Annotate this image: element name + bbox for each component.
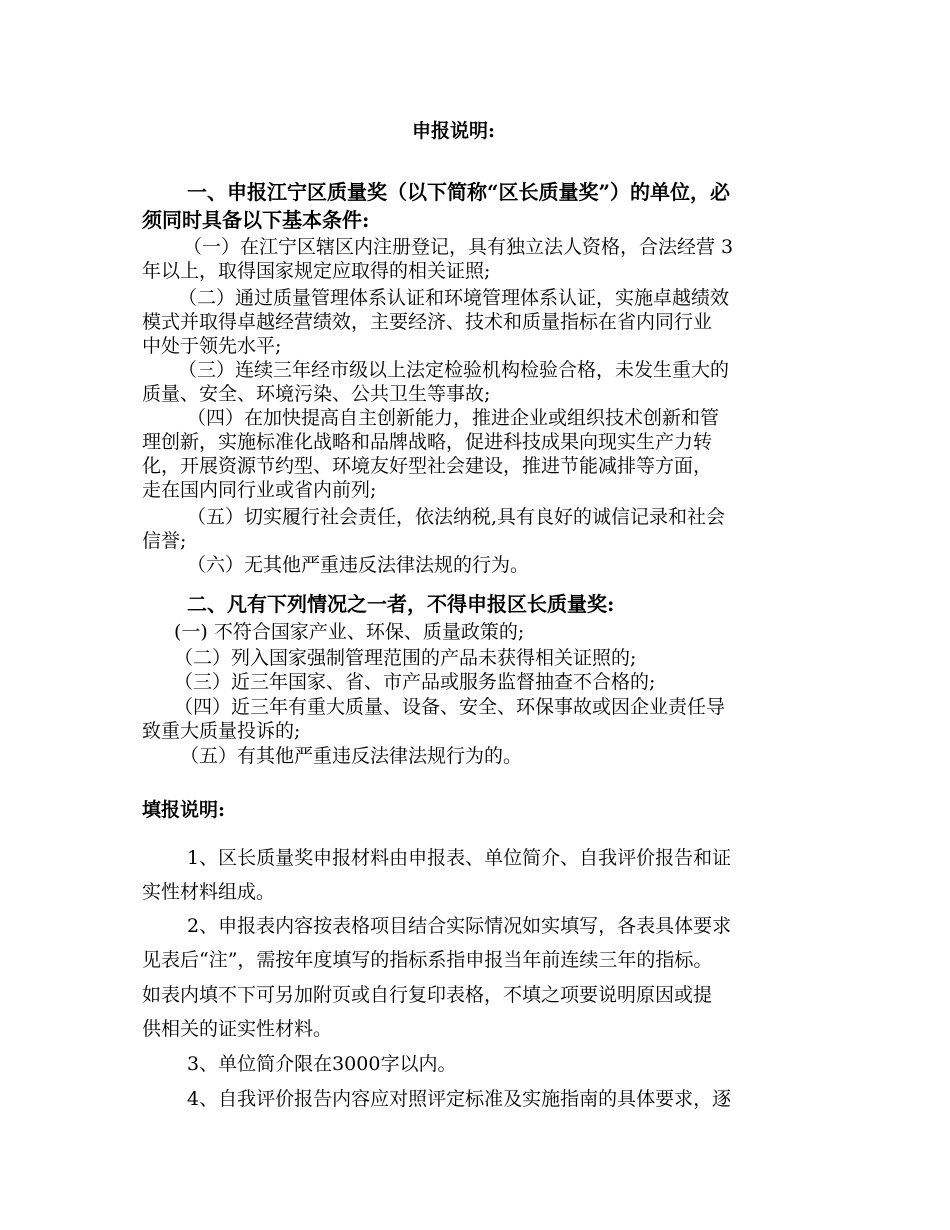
condition-3: （三）连续三年经市级以上法定检验机构检验合格，未发生重大的 (178, 359, 730, 381)
exclusion-3: （三）近三年国家、省、市产品或服务监督抽查不合格的; (174, 671, 656, 693)
condition-3-cont: 质量、安全、环境污染、公共卫生等事故; (142, 383, 491, 405)
fill-item-1: 1、区长质量奖申报材料由申报表、单位简介、自我评价报告和证 (187, 847, 732, 869)
condition-6: （六）无其他严重违反法律法规的行为。 (187, 554, 530, 576)
page-title: 申报说明: (412, 120, 496, 142)
exclusion-1: (一) 不符合国家产业、环保、质量政策的; (174, 621, 525, 643)
condition-5: （五）切实履行社会责任，依法纳税,具有良好的诚信记录和社会 (187, 506, 726, 528)
fill-item-1-cont: 实性材料组成。 (142, 881, 276, 903)
fill-item-2-cont: 见表后“注”，需按年度填写的指标系指申报当年前连续三年的指标。 (142, 949, 713, 971)
condition-4: （四）在加快提高自主创新能力，推进企业或组织技术创新和管 (187, 407, 720, 429)
fill-item-2-cont3: 供相关的证实性材料。 (142, 1018, 333, 1040)
condition-4-cont2: 化，开展资源节约型、环境友好型社会建设，推进节能减排等方面， (142, 455, 713, 477)
fill-item-2-cont2: 如表内填不下可另加附页或自行复印表格，不填之项要说明原因或提 (142, 984, 713, 1006)
exclusion-2: （二）列入国家强制管理范围的产品未获得相关证照的; (174, 647, 637, 669)
exclusion-4: （四）近三年有重大质量、设备、安全、环保事故或因企业责任导 (174, 696, 726, 718)
fill-item-4: 4、自我评价报告内容应对照评定标准及实施指南的具体要求，逐 (187, 1088, 732, 1110)
condition-2-cont: 模式并取得卓越经营绩效，主要经济、技术和质量指标在省内同行业 (142, 311, 713, 333)
condition-2-cont2: 中处于领先水平; (142, 335, 282, 357)
condition-2: （二）通过质量管理体系认证和环境管理体系认证，实施卓越绩效 (178, 287, 730, 309)
fill-instructions-title: 填报说明: (142, 799, 226, 821)
section2-heading: 二、凡有下列情况之一者，不得申报区长质量奖: (187, 592, 615, 616)
condition-4-cont3: 走在国内同行业或省内前列; (142, 479, 377, 501)
exclusion-5: （五）有其他严重违反法律法规行为的。 (180, 745, 523, 767)
condition-4-cont: 理创新，实施标准化战略和品牌战略，促进科技成果向现实生产力转 (142, 431, 713, 453)
condition-1: （一）在江宁区辖区内注册登记，具有独立法人资格，合法经营 3 (183, 236, 734, 258)
section1-heading-cont: 须同时具备以下基本条件: (142, 208, 370, 232)
fill-item-3: 3、单位简介限在3000字以内。 (187, 1053, 457, 1075)
section1-heading: 一、申报江宁区质量奖（以下简称“区长质量奖”）的单位，必 (187, 180, 731, 204)
fill-item-2: 2、申报表内容按表格项目结合实际情况如实填写，各表具体要求 (187, 915, 732, 937)
condition-5-cont: 信誉; (142, 530, 187, 552)
exclusion-4-cont: 致重大质量投诉的; (142, 720, 301, 742)
condition-1-cont: 年以上，取得国家规定应取得的相关证照; (142, 260, 491, 282)
